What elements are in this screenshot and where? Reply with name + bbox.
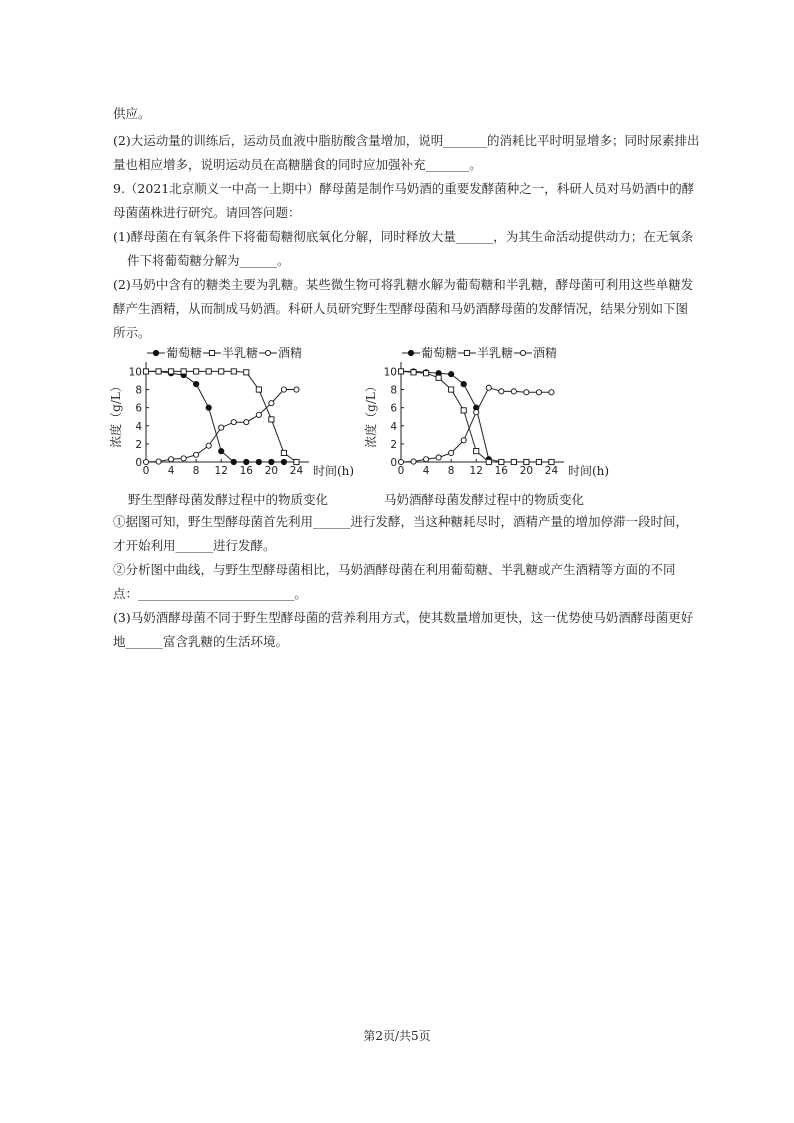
y-tick-label: 4 xyxy=(390,420,397,433)
x-axis-label: 时间(h) xyxy=(568,464,610,478)
data-point xyxy=(156,459,161,464)
data-point xyxy=(181,369,186,374)
page-number: 第2页/共5页 xyxy=(363,1029,431,1043)
x-axis-label: 时间(h) xyxy=(313,464,355,478)
data-point xyxy=(231,369,236,374)
data-point xyxy=(194,369,199,374)
legend-label: 葡萄糖 xyxy=(166,346,203,360)
data-point xyxy=(281,450,286,455)
x-tick-label: 0 xyxy=(142,465,150,477)
chart-wild-type-caption: 野生型酵母菌发酵过程中的物质变化 xyxy=(128,492,329,507)
data-point xyxy=(436,375,441,380)
x-tick-label: 20 xyxy=(264,465,279,477)
data-point xyxy=(411,370,416,375)
x-tick-label: 16 xyxy=(239,465,253,477)
data-point xyxy=(206,405,211,410)
data-point xyxy=(511,459,516,464)
x-tick-label: 20 xyxy=(519,465,534,477)
legend-marker xyxy=(408,350,413,355)
data-point xyxy=(143,459,148,464)
data-point xyxy=(474,410,479,415)
text-line-16: 地______富含乳糖的生活环境。 xyxy=(113,634,289,649)
question-9-sub-2: ②分析图中曲线，与野生型酵母菌相比，马奶酒酵母菌在利用葡萄糖、半乳糖或产生酒精等方面的不同 xyxy=(113,562,676,577)
data-point xyxy=(411,459,416,464)
text-line-5: 母菌菌株进行研究。请回答问题： xyxy=(113,205,301,220)
data-point xyxy=(398,459,403,464)
data-point xyxy=(256,459,261,464)
data-point xyxy=(486,459,491,464)
legend-marker xyxy=(520,350,525,355)
data-point xyxy=(536,390,541,395)
data-point xyxy=(474,449,479,454)
data-point xyxy=(143,369,148,374)
x-tick-label: 0 xyxy=(397,465,405,477)
x-tick-label: 24 xyxy=(289,465,304,477)
text-line-12: 才开始利用______进行发酵。 xyxy=(113,538,276,553)
legend-marker xyxy=(265,350,270,355)
data-point xyxy=(294,387,299,392)
data-point xyxy=(398,369,403,374)
text-line-10: 所示。 xyxy=(113,325,151,340)
legend-marker xyxy=(464,350,469,355)
data-point xyxy=(181,456,186,461)
data-point xyxy=(219,425,224,430)
y-axis-label: 浓度（g/L） xyxy=(364,380,378,448)
data-point xyxy=(269,401,274,406)
x-tick-label: 4 xyxy=(422,465,430,477)
text-line-3: 量也相应增多，说明运动员在高糖膳食的同时应加强补充_______。 xyxy=(113,157,482,172)
question-9-part-3: (3)马奶酒酵母菌不同于野生型酵母菌的营养利用方式，使其数量增加更快，这一优势使马奶酒酵母菌更好 xyxy=(113,610,694,625)
data-point xyxy=(449,450,454,455)
legend-label: 半乳糖 xyxy=(477,346,514,360)
question-9-stem: 9.（2021北京顺义一中高一上期中）酵母菌是制作马奶酒的重要发酵菌种之一，科研人员对马奶酒中的酵 xyxy=(113,181,695,196)
data-point xyxy=(244,370,249,375)
data-point xyxy=(511,389,516,394)
legend-label: 半乳糖 xyxy=(222,346,259,360)
y-tick-label: 10 xyxy=(128,366,142,379)
y-tick-label: 8 xyxy=(135,384,142,397)
data-point xyxy=(499,459,504,464)
data-point xyxy=(524,390,529,395)
chart-koumiss-caption: 马奶酒酵母菌发酵过程中的物质变化 xyxy=(384,492,585,507)
data-point xyxy=(423,371,428,376)
data-point xyxy=(156,369,161,374)
data-point xyxy=(194,382,199,387)
x-tick-label: 4 xyxy=(167,465,175,477)
y-tick-label: 0 xyxy=(390,457,397,469)
data-point xyxy=(219,449,224,454)
question-9-part-1: (1)酵母菌在有氧条件下将葡萄糖彻底氧化分解，同时释放大量______，为其生命活动提供动力；在无氧条 xyxy=(113,229,694,244)
data-point xyxy=(461,382,466,387)
legend-label: 葡萄糖 xyxy=(421,346,458,360)
x-tick-label: 8 xyxy=(447,465,455,477)
data-point xyxy=(549,459,554,464)
data-point xyxy=(281,459,286,464)
data-point xyxy=(536,459,541,464)
data-point xyxy=(461,438,466,443)
data-point xyxy=(206,443,211,448)
y-tick-label: 0 xyxy=(135,457,142,469)
data-point xyxy=(269,417,274,422)
text-line-14: 点：_________________________。 xyxy=(113,586,307,601)
data-point xyxy=(219,369,224,374)
data-point xyxy=(449,372,454,377)
x-tick-label: 16 xyxy=(494,465,508,477)
data-point xyxy=(256,412,261,417)
data-point xyxy=(294,459,299,464)
question-9-sub-1: ①据图可知，野生型酵母菌首先利用______进行发酵，当这种糖耗尽时，酒精产量的增加停滞一段时间， xyxy=(113,514,689,529)
data-point xyxy=(256,387,261,392)
text-line-2: (2)大运动量的训练后，运动员血液中脂肪酸含量增加，说明_______的消耗比平时明显增多；同时尿素排出 xyxy=(113,133,700,148)
x-tick-label: 8 xyxy=(192,465,200,477)
data-point xyxy=(486,385,491,390)
y-tick-label: 8 xyxy=(390,384,397,397)
x-tick-label: 24 xyxy=(544,465,559,477)
data-point xyxy=(168,369,173,374)
x-tick-label: 12 xyxy=(469,465,483,477)
data-point xyxy=(244,420,249,425)
question-9-part-2: (2)马奶中含有的糖类主要为乳糖。某些微生物可将乳糖水解为葡萄糖和半乳糖，酵母菌可利用这些单糖发 xyxy=(113,277,694,292)
legend-label: 酒精 xyxy=(278,346,303,360)
text-line-1: 供应。 xyxy=(113,106,151,121)
text-line-9: 酵产生酒精，从而制成马奶酒。科研人员研究野生型酵母菌和马奶酒酵母菌的发酵情况，结果分别如下图 xyxy=(113,301,689,316)
data-point xyxy=(436,455,441,460)
text-line-7: 件下将葡萄糖分解为______。 xyxy=(127,253,290,268)
data-point xyxy=(524,459,529,464)
legend-marker xyxy=(209,350,214,355)
y-tick-label: 4 xyxy=(135,420,142,433)
data-point xyxy=(194,452,199,457)
legend-marker xyxy=(153,350,158,355)
y-tick-label: 6 xyxy=(390,402,397,415)
data-point xyxy=(231,420,236,425)
y-axis-label: 浓度（g/L） xyxy=(109,380,123,448)
data-point xyxy=(269,459,274,464)
data-point xyxy=(449,387,454,392)
data-point xyxy=(206,369,211,374)
data-point xyxy=(549,390,554,395)
y-tick-label: 10 xyxy=(383,366,397,379)
data-point xyxy=(281,387,286,392)
y-tick-label: 6 xyxy=(135,402,142,415)
data-point xyxy=(231,459,236,464)
data-point xyxy=(499,389,504,394)
y-tick-label: 2 xyxy=(135,438,142,451)
y-tick-label: 2 xyxy=(390,438,397,451)
chart-wild-type xyxy=(108,342,355,489)
data-point xyxy=(423,457,428,462)
legend-label: 酒精 xyxy=(533,346,558,360)
data-point xyxy=(244,459,249,464)
data-point xyxy=(461,408,466,413)
chart-koumiss xyxy=(363,342,610,489)
data-point xyxy=(168,457,173,462)
x-tick-label: 12 xyxy=(214,465,228,477)
